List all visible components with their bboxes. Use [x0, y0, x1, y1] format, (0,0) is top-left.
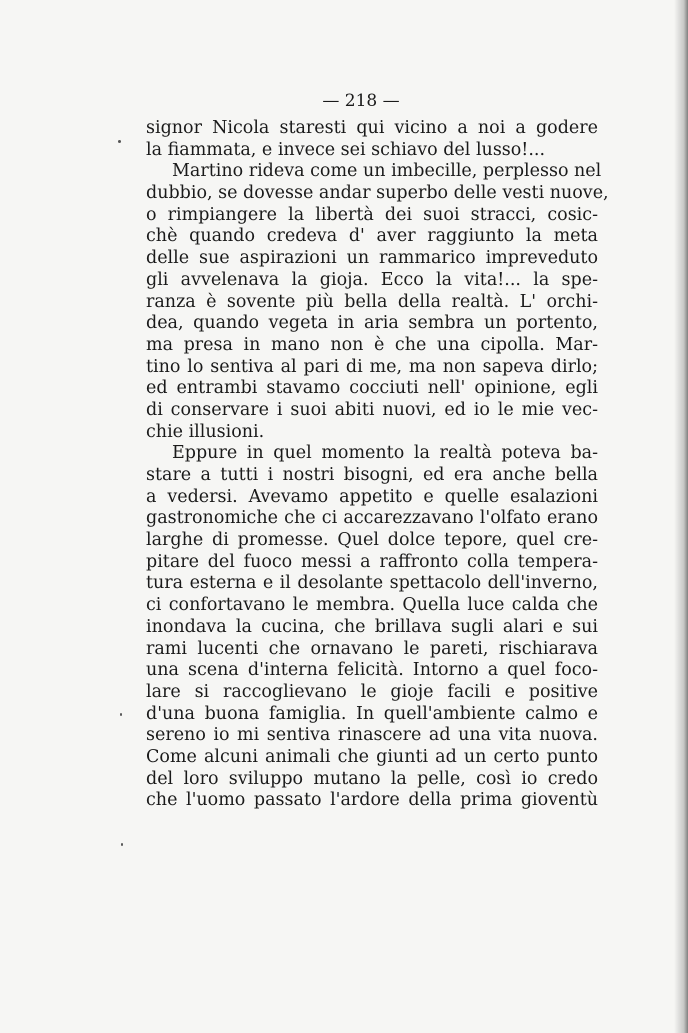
text-line: signor Nicola staresti qui vicino a noi a godere — [146, 118, 598, 138]
print-speck — [121, 843, 123, 846]
text-line: chè quando credeva d' aver raggiunto la meta — [146, 226, 598, 247]
page-number: — 218 — — [322, 91, 400, 111]
text-line: sereno io mi sentiva rinascere ad una vita nuova. — [146, 725, 598, 746]
text-line: di conservare i suoi abiti nuovi, ed io le mie vec- — [146, 399, 598, 420]
text-line: ma presa in mano non è che una cipolla. Mar- — [146, 334, 598, 355]
page-edge-shadow — [674, 0, 688, 1033]
text-line: Martino rideva come un imbecille, perplesso nel — [172, 161, 602, 182]
paragraph-1 — [146, 118, 609, 443]
text-line: d'una buona famiglia. In quell'ambiente calmo e — [146, 703, 598, 724]
text-line: chie illusioni. — [146, 421, 265, 442]
text-line: stare a tutti i nostri bisogni, ed era anche bella — [146, 465, 598, 485]
text-line: gli avvelenava la gioja. Ecco la vita!... la spe- — [146, 269, 598, 290]
text-line: Come alcuni animali che giunti ad un certo punto — [146, 746, 598, 767]
text-line: dubbio, se dovesse andar superbo delle vesti nuove, — [146, 183, 609, 204]
print-speck — [118, 140, 121, 143]
text-line: Eppure in quel momento la realtà poteva ba- — [172, 443, 598, 464]
text-line: ci confortavano le membra. Quella luce calda che — [146, 595, 598, 616]
text-line: pitare del fuoco messi a raffronto colla tempera- — [146, 551, 598, 572]
body-text — [146, 118, 609, 812]
text-line: del loro sviluppo mutano la pelle, così io credo — [146, 768, 598, 789]
text-line: ed entrambi stavamo cocciuti nell' opinione, egli — [146, 378, 598, 399]
text-line: tura esterna e il desolante spettacolo dell'inverno, — [146, 573, 598, 594]
text-line: gastronomiche che ci accarezzavano l'olfato erano — [146, 508, 598, 529]
text-line: dea, quando vegeta in aria sembra un portento, — [146, 313, 598, 334]
text-line: rami lucenti che ornavano le pareti, rischiarava — [146, 638, 598, 659]
text-line: lare si raccoglievano le gioje facili e positive — [146, 681, 598, 702]
paragraph-2 — [146, 443, 598, 812]
text-line: ranza è sovente più bella della realtà. L' orchi- — [146, 291, 598, 312]
text-line: o rimpiangere la libertà dei suoi stracci, cosic- — [146, 204, 598, 225]
text-line: una scena d'interna felicità. Intorno a quel foco- — [146, 660, 598, 681]
text-line: che l'uomo passato l'ardore della prima gioventù — [146, 790, 598, 811]
text-line: inondava la cucina, che brillava sugli alari e sui — [146, 616, 598, 637]
text-line: la fiammata, e invece sei schiavo del lusso!... — [146, 139, 546, 160]
print-speck — [120, 713, 122, 716]
text-line: delle sue aspirazioni un rammarico impreveduto — [146, 248, 598, 269]
text-line: larghe di promesse. Quel dolce tepore, quel cre- — [146, 530, 598, 551]
text-line: a vedersi. Avevamo appetito e quelle esalazioni — [146, 486, 598, 507]
text-line: tino lo sentiva al pari di me, ma non sapeva dirlo; — [146, 356, 598, 377]
